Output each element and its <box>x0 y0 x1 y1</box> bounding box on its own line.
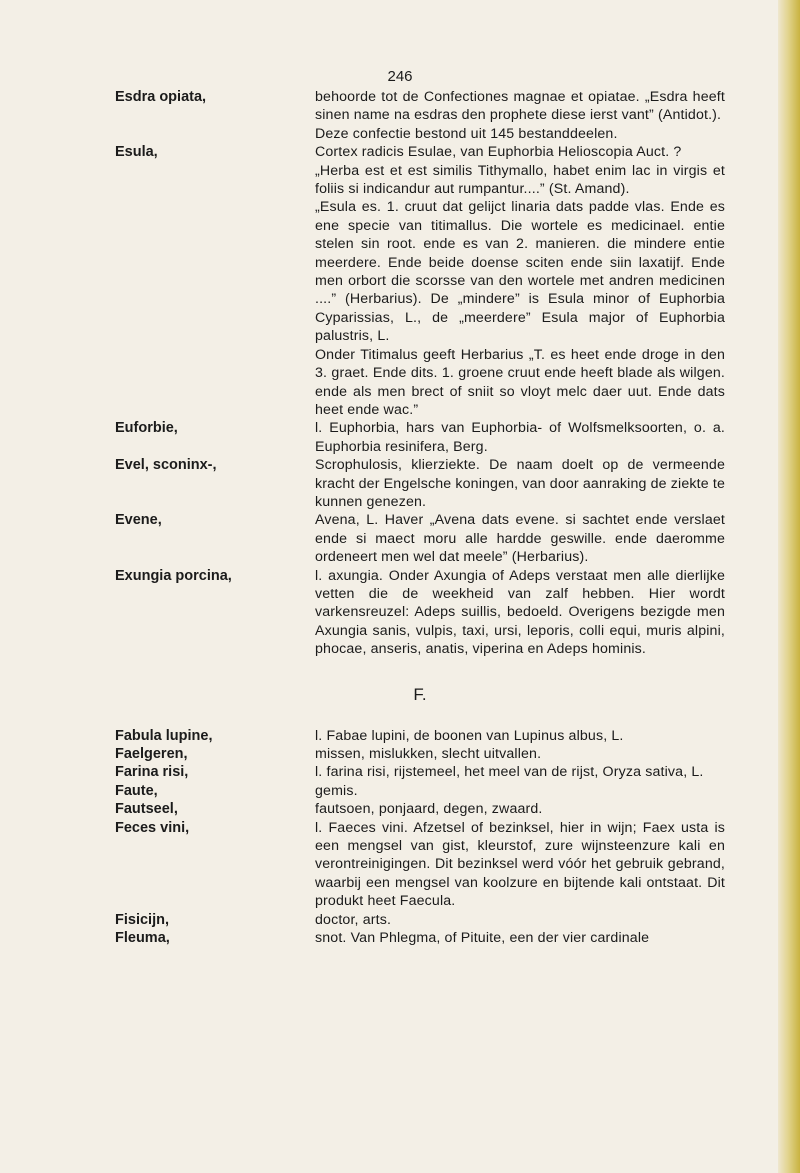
entry-term: Fautseel, <box>115 801 178 818</box>
entry-faute <box>0 782 800 800</box>
entry-body <box>315 419 725 456</box>
entry-body <box>315 143 725 419</box>
entry-paragraph: Avena, L. Haver „Avena dats evene. si sachtet ende verslaet ende si maect moru alle hardde geswille. ende daeromme ordeneert men wel dat meele” (Herbarius). <box>315 512 725 566</box>
entry-body <box>315 727 725 745</box>
entry-feces-vini <box>0 819 800 911</box>
entry-paragraph: l. Euphorbia, hars van Euphorbia- of Wolfsmelksoorten, o. a. Euphorbia resinifera, Berg. <box>315 420 725 455</box>
entry-body <box>315 745 725 763</box>
entry-term: Faute, <box>115 782 158 799</box>
entry-term: Esdra opiata, <box>115 89 207 105</box>
dictionary-column <box>0 88 800 947</box>
entry-term: Fleuma, <box>115 930 170 947</box>
entry-term: Fisicijn, <box>115 911 169 928</box>
entry-fisicijn <box>0 911 800 929</box>
entry-paragraph: snot. Van Phlegma, of Pituite, een der vier cardinale <box>315 930 650 947</box>
entry-body <box>315 911 725 929</box>
entry-fautseel <box>0 800 800 818</box>
entry-paragraph: l. axungia. Onder Axungia of Adeps verstaat men alle dierlijke vetten die de weekheid van zalf hebben. Hier wordt varkensreuzel: Adeps suillis, bedoeld. Overigens bezigde men Axungia sanis, vulpis, taxi, ursi, leporis, colli equi, muris alpini, phocae, anseris, anatis, viperina en Adeps hominis. <box>315 567 725 658</box>
entry-paragraph: gemis. <box>315 782 358 799</box>
entry-farina-risi <box>0 763 800 781</box>
entry-term: Fabula lupine, <box>115 727 213 744</box>
entry-evel-sconinx <box>0 456 800 511</box>
entry-paragraph: „Esula es. 1. cruut dat gelijct linaria dats padde vlas. Ende es ene specie van titimallus. Die wortele es medicinael. entie stelen sin root. ende es van 2. manieren. die mindere entie meerdere. Ende beide doense sciten ende siin laxatijf. Ende men orbort die scorsse van den wortele met andren medicinen ....” (Herbarius). De „mindere” is Esula minor of Euphorbia Cyparissias, L., de „meerdere” Esula major of Euphorbia palustris, L. <box>315 199 725 345</box>
entry-body <box>315 567 725 659</box>
entry-paragraph: Deze confectie bestond uit 145 bestanddeelen. <box>315 125 618 142</box>
section-heading: F. <box>413 684 427 704</box>
entry-paragraph: Onder Titimalus geeft Herbarius „T. es heet ende droge in den 3. graet. Ende dits. 1. groene cruut ende heeft blade als wilgen. ende als men brect of sniit so vloyt melc daer uut. Ende dats heet ende wac.” <box>315 346 725 418</box>
entry-fleuma <box>0 929 800 947</box>
entry-esula <box>0 143 800 419</box>
entry-term: Evel, sconinx-, <box>115 457 217 474</box>
entry-paragraph: doctor, arts. <box>315 911 392 928</box>
entry-term: Evene, <box>115 512 162 529</box>
entry-body <box>315 456 725 511</box>
entry-body <box>315 929 725 947</box>
entry-term: Esula, <box>115 144 158 161</box>
page-number: 246 <box>387 68 413 85</box>
entry-term: Faelgeren, <box>115 746 188 762</box>
entry-body <box>315 88 725 143</box>
entry-paragraph: missen, mislukken, slecht uitvallen. <box>315 746 542 762</box>
entry-faelgeren <box>0 745 800 763</box>
entry-esdra-opiata <box>0 88 800 143</box>
entry-fabula-lupine <box>0 727 800 745</box>
entry-body <box>315 782 725 800</box>
entry-term: Euforbie, <box>115 420 178 437</box>
entry-paragraph: Cortex radicis Esulae, van Euphorbia Helioscopia Auct. ? <box>315 144 682 161</box>
entry-paragraph: fautsoen, ponjaard, degen, zwaard. <box>315 801 543 818</box>
entry-body <box>315 819 725 911</box>
entry-term: Feces vini, <box>115 819 190 836</box>
entry-exungia-porcina <box>0 567 800 659</box>
entry-body <box>315 763 725 781</box>
entry-paragraph: l. Faeces vini. Afzetsel of bezinksel, hier in wijn; Faex usta is een mengsel van gist, kleurstof, zure wijnsteenzure kali en verontreinigingen. Dit bezinksel werd vóór het gebruik gebrand, waarbij een mengsel van koolzure en bijtende kali ontstaat. Dit produkt heet Faecula. <box>315 819 725 910</box>
entry-paragraph: l. Fabae lupini, de boonen van Lupinus albus, L. <box>315 727 624 744</box>
entry-paragraph: „Herba est et est similis Tithymallo, habet enim lac in virgis et foliis si indicandur aut rumpantur....” (St. Amand). <box>315 162 725 198</box>
entry-euforbie <box>0 419 800 456</box>
entry-body <box>315 511 725 566</box>
entry-term: Farina risi, <box>115 764 189 781</box>
entry-paragraph: behoorde tot de Confectiones magnae et opiatae. „Esdra heeft sinen name na esdras den prophete diese ierst vant” (Antidot.). <box>315 89 725 124</box>
entry-paragraph: Scrophulosis, klierziekte. De naam doelt op de vermeende kracht der Engelsche koningen, van door aanraking de ziekte te kunnen genezen. <box>315 457 725 510</box>
entry-evene <box>0 511 800 566</box>
entry-paragraph: l. farina risi, rijstemeel, het meel van de rijst, Oryza sativa, L. <box>315 764 704 781</box>
entry-body <box>315 800 725 818</box>
entry-term: Exungia porcina, <box>115 567 232 584</box>
